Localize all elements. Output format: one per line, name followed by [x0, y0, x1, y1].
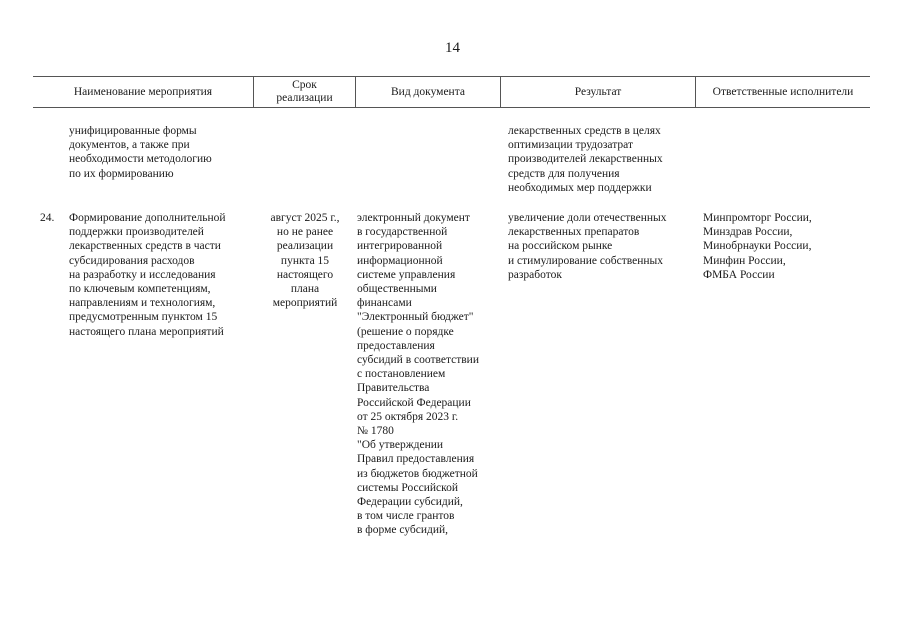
- table-header-bottom-border: [33, 107, 870, 108]
- continuation-name: унифицированные формы документов, а также при необходимости методологию по их формированию: [69, 125, 212, 180]
- header-term: Срок реализации: [276, 79, 333, 104]
- continuation-result: лекарственных средств в целях оптимизации трудозатрат производителей лекарственных средств для получения необходимых мер поддержки: [508, 125, 663, 194]
- row-number: 24.: [40, 212, 55, 224]
- row-result: увеличение доли отечественных лекарственных препаратов на российском рынке и стимулирование собственных разработок: [508, 212, 667, 281]
- page-number: 14: [445, 40, 460, 56]
- header-name: Наименование мероприятия: [73, 86, 213, 98]
- table-top-border: [33, 76, 870, 77]
- row-term: август 2025 г., но не ранее реализации пункта 15 настоящего плана мероприятий: [270, 212, 340, 310]
- row-responsible: Минпромторг России, Минздрав России, Минобрнауки России, Минфин России, ФМБА России: [703, 212, 812, 281]
- row-name: Формирование дополнительной поддержки производителей лекарственных средств в части субсидирования расходов на разработку и исследования по ключевым компетенциям, направлениям и технологиям, предусмотренным пунктом 15 настоящего плана мероприятий: [69, 212, 226, 338]
- header-doc-type: Вид документа: [391, 86, 465, 98]
- header-result: Результат: [574, 86, 622, 98]
- row-doc-type: электронный документ в государственной интегрированной информационной системе управления общественными финансами "Электронный бюджет" (решение о порядке предоставления субсидий в соответствии с постановлением Правительства Российской Федерации от 25 октября 2023 г. № 1780 "Об утверждении Правил предоставления из бюджетов бюджетной системы Российской Федерации субсидий, в том числе грантов в форме субсидий,: [357, 212, 479, 537]
- header-responsible: Ответственные исполнители: [712, 86, 854, 98]
